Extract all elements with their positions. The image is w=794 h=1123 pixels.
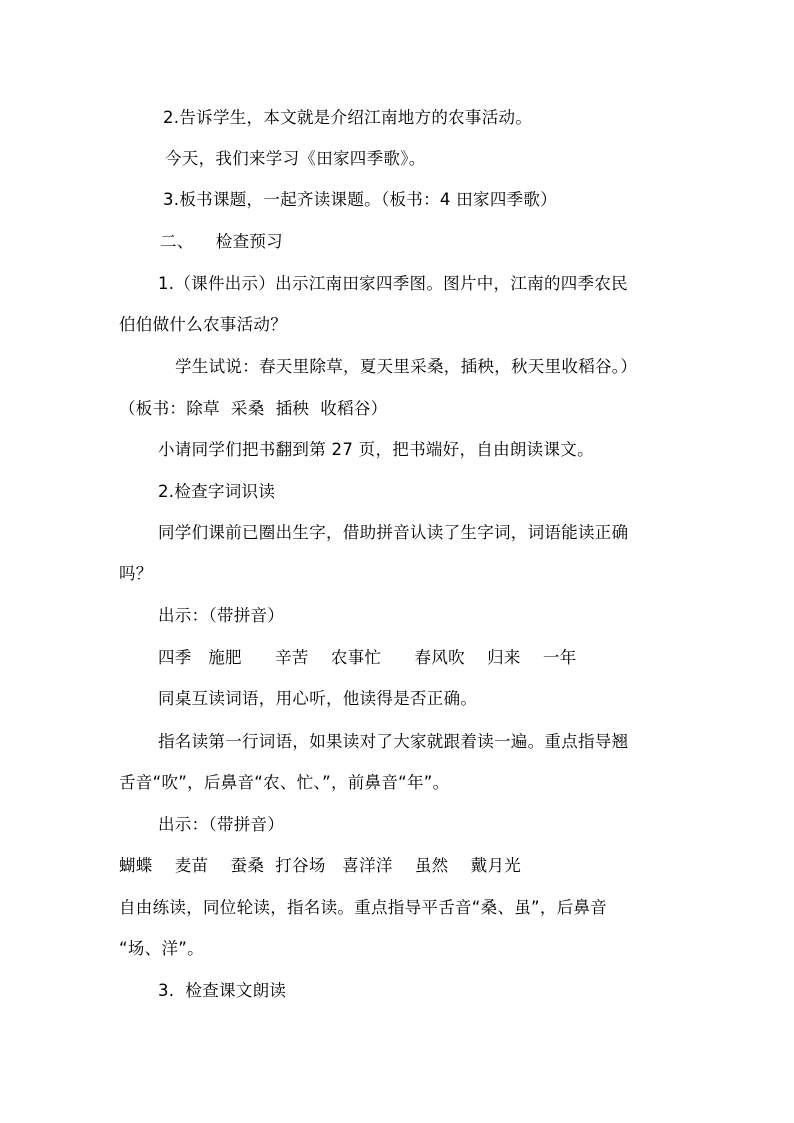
paragraph-line: 指名读第一行词语，如果读对了大家就跟着读一遍。重点指导翘 bbox=[158, 732, 629, 751]
paragraph-line: 舌音“吹”，后鼻音“农、忙、”，前鼻音“年”。 bbox=[119, 773, 450, 792]
paragraph-line: 伯伯做什么农事活动？ bbox=[119, 315, 287, 334]
paragraph-line: “场、洋”。 bbox=[119, 939, 204, 958]
section-heading: 二、 检查预习 bbox=[160, 232, 283, 251]
word-list: 四季 施肥 辛苦 农事忙 春风吹 归来 一年 bbox=[158, 648, 577, 667]
paragraph-line: 出示：（带拼音） bbox=[158, 606, 285, 625]
paragraph-line: （板书：除草 采桑 插秧 收稻谷） bbox=[119, 399, 388, 418]
paragraph-line: 同学们课前已圈出生字，借助拼音认读了生字词，词语能读正确 bbox=[158, 523, 629, 542]
subheading: 3. 检查课文朗读 bbox=[158, 981, 287, 1000]
paragraph-line: 自由练读，同位轮读，指名读。重点指导平舌音“桑、虽”，后鼻音 bbox=[119, 898, 608, 917]
paragraph-line: 1.（课件出示）出示江南田家四季图。图片中，江南的四季农民 bbox=[158, 274, 628, 293]
paragraph-line: 3.板书课题，一起齐读课题。（板书：4 田家四季歌） bbox=[163, 190, 558, 209]
paragraph-line: 同桌互读词语，用心听，他读得是否正确。 bbox=[158, 689, 478, 708]
paragraph-line: 出示：（带拼音） bbox=[158, 815, 285, 834]
paragraph-line: 小请同学们把书翻到第 27 页，把书端好，自由朗读课文。 bbox=[158, 440, 594, 459]
subheading: 2.检查字词识读 bbox=[158, 482, 276, 501]
word-list: 蝴蝶 麦苗 蚕桑 打谷场 喜洋洋 虽然 戴月光 bbox=[119, 856, 522, 875]
paragraph-line: 吗？ bbox=[119, 564, 153, 583]
paragraph-line: 学生试说：春天里除草，夏天里采桑，插秧，秋天里收稻谷。） bbox=[175, 357, 638, 376]
paragraph-line: 今天，我们来学习《田家四季歌》。 bbox=[165, 149, 426, 168]
paragraph-line: 2.告诉学生，本文就是介绍江南地方的农事活动。 bbox=[163, 108, 533, 127]
